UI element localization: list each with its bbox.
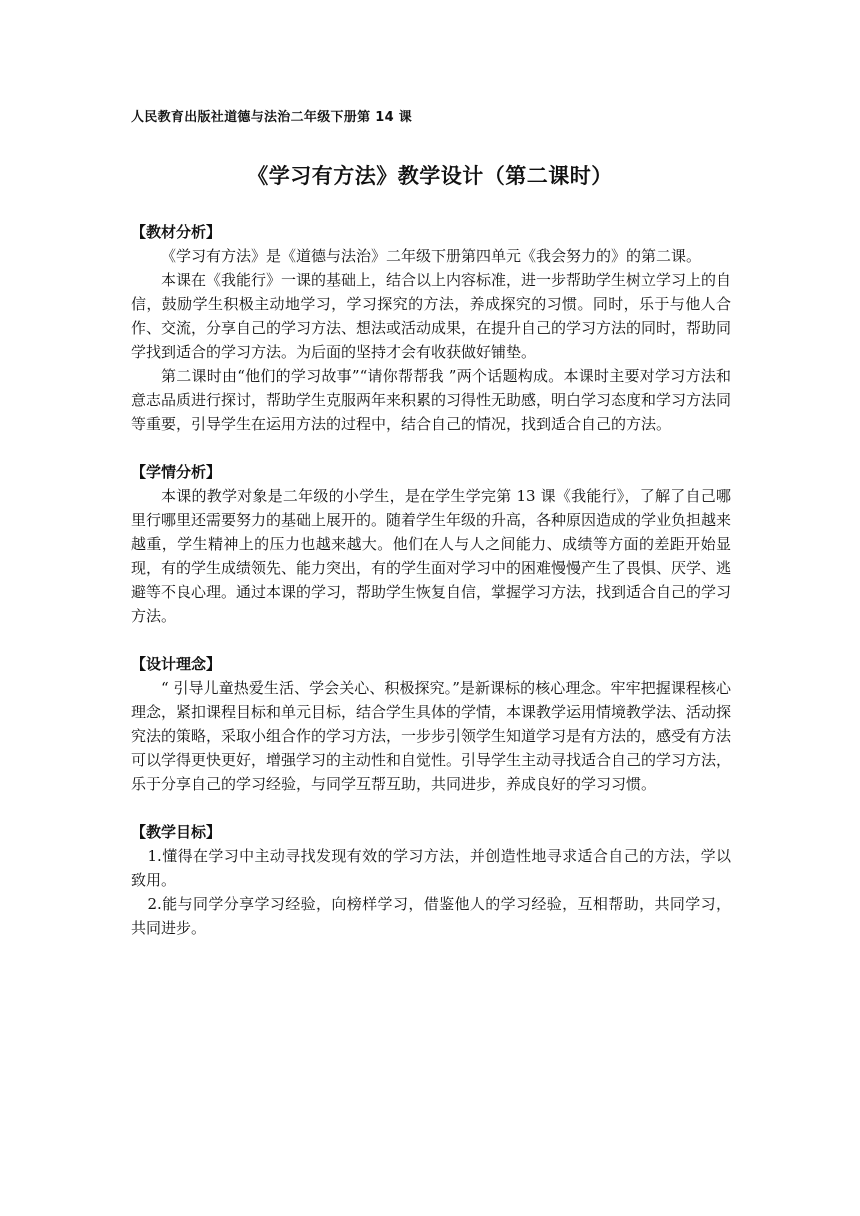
paragraph: 第二课时由“他们的学习故事”“请你帮帮我 ”两个话题构成。本课时主要对学习方法和意志品质进行探讨，帮助学生克服两年来积累的习得性无助感，明白学习态度和学习方法同等重要，引导学生在运用方法的过程中，结合自己的情况，找到适合自己的方法。: [131, 367, 732, 433]
paragraph: 《学习有方法》是《道德与法治》二年级下册第四单元《我会努力的》的第二课。: [161, 247, 702, 265]
goal-item: 1.懂得在学习中主动寻找发现有效的学习方法，并创造性地寻求适合自己的方法，学以致用。: [131, 847, 731, 889]
document-body: [131, 220, 731, 964]
section-heading: 【学情分析】: [131, 463, 222, 481]
paragraph: 本课在《我能行》一课的基础上，结合以上内容标准，进一步帮助学生树立学习上的自信，鼓励学生积极主动地学习，学习探究的方法，养成探究的习惯。同时，乐于与他人合作、交流，分享自己的学习方法、想法或活动成果，在提升自己的学习方法的同时，帮助同学找到适合的学习方法。为后面的坚持才会有收获做好铺垫。: [131, 271, 732, 361]
goal-item: 2.能与同学分享学习经验，向榜样学习，借鉴他人的学习经验，互相帮助，共同学习，共同进步。: [131, 895, 731, 937]
section-heading: 【设计理念】: [131, 655, 222, 673]
paragraph: “ 引导儿童热爱生活、学会关心、积极探究。”是新课标的核心理念。牢牢把握课程核心理念，紧扣课程目标和单元目标，结合学生具体的学情，本课教学运用情境教学法、活动探究法的策略，采取小组合作的学习方法，一步步引领学生知道学习是有方法的，感受有方法可以学得更快更好，增强学习的主动性和自觉性。引导学生主动寻找适合自己的学习方法，乐于分享自己的学习经验，与同学互帮互助，共同进步，养成良好的学习习惯。: [131, 679, 732, 793]
section-heading: 【教学目标】: [131, 823, 222, 841]
section-textbook-analysis: [131, 220, 731, 436]
section-student-analysis: [131, 460, 731, 628]
document-title: 《学习有方法》教学设计（第二课时）: [247, 164, 613, 188]
section-teaching-goals: [131, 820, 731, 940]
section-heading: 【教材分析】: [131, 223, 222, 241]
section-design-concept: [131, 652, 731, 796]
document-header: 人民教育出版社道德与法治二年级下册第 14 课: [131, 110, 413, 125]
paragraph: 本课的教学对象是二年级的小学生，是在学生学完第 13 课《我能行》，了解了自己哪里行哪里还需要努力的基础上展开的。随着学生年级的升高，各种原因造成的学业负担越来越重，学生精神上的压力也越来越大。他们在人与人之间能力、成绩等方面的差距开始显现，有的学生成绩领先、能力突出，有的学生面对学习中的困难慢慢产生了畏惧、厌学、逃避等不良心理。通过本课的学习，帮助学生恢复自信，掌握学习方法，找到适合自己的学习方法。: [131, 487, 732, 625]
